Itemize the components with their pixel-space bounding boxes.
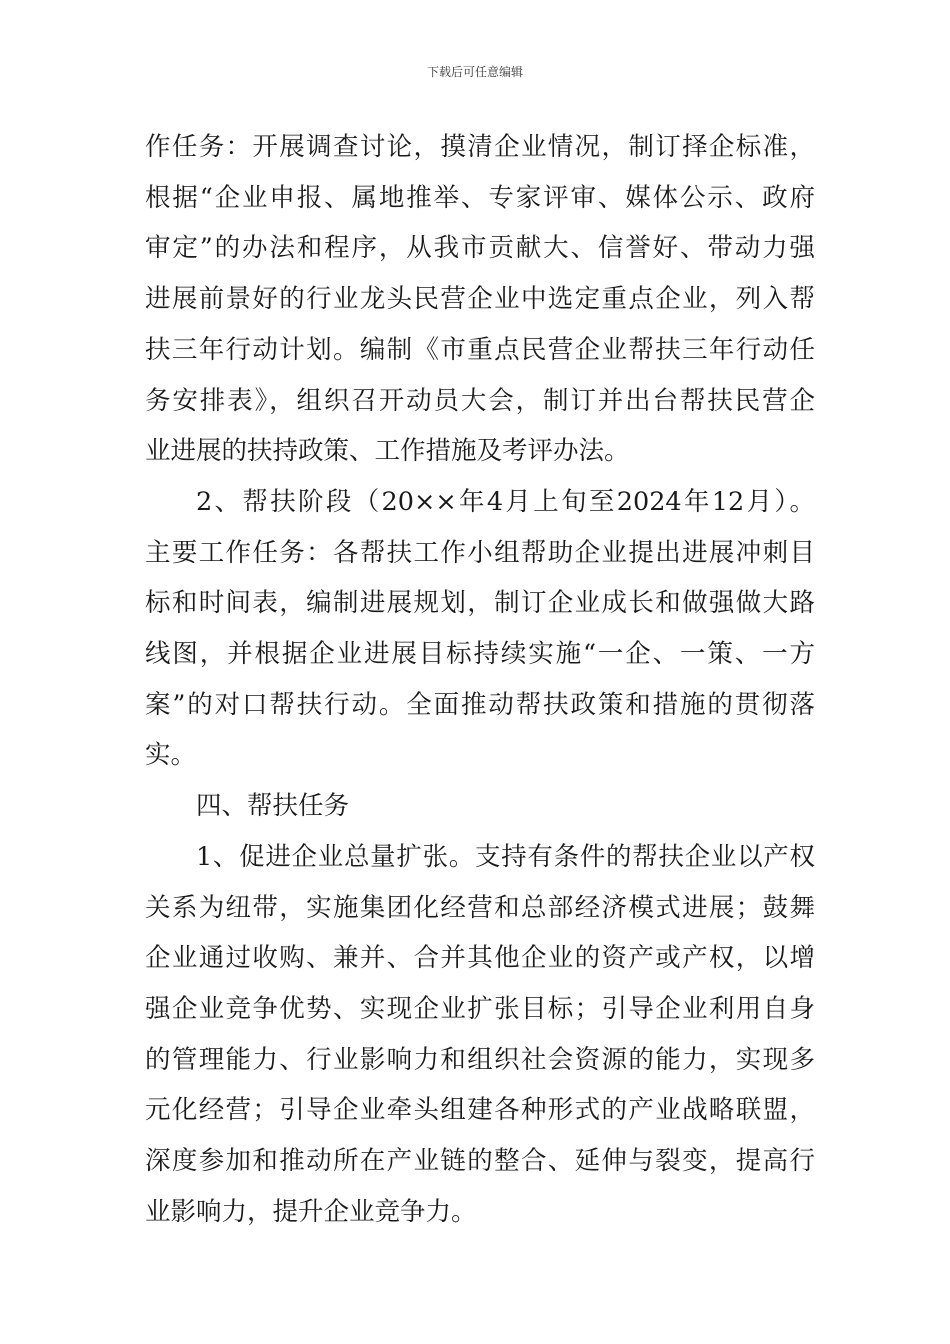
text-line-6: 务安排表》，组织召开动员大会，制订并出台帮扶民营企	[145, 385, 815, 416]
page-header: 下载后可任意编辑	[426, 65, 523, 79]
text-line-21: 深度参加和推动所在产业链的整合、延伸与裂变，提高行	[145, 1146, 815, 1176]
text-line-8: 2、帮扶阶段（20××年4月上旬至2024年12月）。	[196, 486, 815, 517]
text-line-3: 审定”的办法和程序，从我市贡献大、信誉好、带动力强	[145, 233, 815, 264]
text-line-17: 企业通过收购、兼并、合并其他企业的资产或产权，以增	[145, 943, 815, 974]
text-line-5: 扶三年行动计划。编制《市重点民营企业帮扶三年行动任	[145, 334, 815, 365]
text-line-1: 作任务：开展调查讨论，摸清企业情况，制订择企标准，	[145, 132, 815, 162]
text-line-18: 强企业竞争优势、实现企业扩张目标；引导企业利用自身	[145, 993, 815, 1024]
text-line-10: 标和时间表，编制进展规划，制订企业成长和做强做大路	[145, 588, 815, 619]
text-line-12: 案”的对口帮扶行动。全面推动帮扶政策和措施的贯彻落	[145, 689, 815, 720]
text-line-7: 业进展的扶持政策、工作措施及考评办法。	[145, 436, 630, 467]
text-line-4: 进展前景好的行业龙头民营企业中选定重点企业，列入帮	[145, 284, 815, 315]
text-line-19: 的管理能力、行业影响力和组织社会资源的能力，实现多	[145, 1044, 815, 1075]
text-line-9: 主要工作任务：各帮扶工作小组帮助企业提出进展冲刺目	[145, 537, 815, 568]
text-line-16: 关系为纽带，实施集团化经营和总部经济模式进展；鼓舞	[145, 892, 815, 923]
text-line-13: 实。	[145, 740, 197, 771]
section-heading: 四、帮扶任务	[196, 791, 350, 822]
text-line-15: 1、促进企业总量扩张。支持有条件的帮扶企业以产权	[196, 841, 815, 872]
text-line-22: 业影响力，提升企业竞争力。	[145, 1196, 477, 1227]
text-line-20: 元化经营；引导企业牵头组建各种形式的产业战略联盟，	[145, 1095, 815, 1126]
text-line-11: 线图，并根据企业进展目标持续实施“一企、一策、一方	[145, 639, 815, 669]
text-line-2: 根据“企业申报、属地推举、专家评审、媒体公示、政府	[145, 182, 815, 213]
